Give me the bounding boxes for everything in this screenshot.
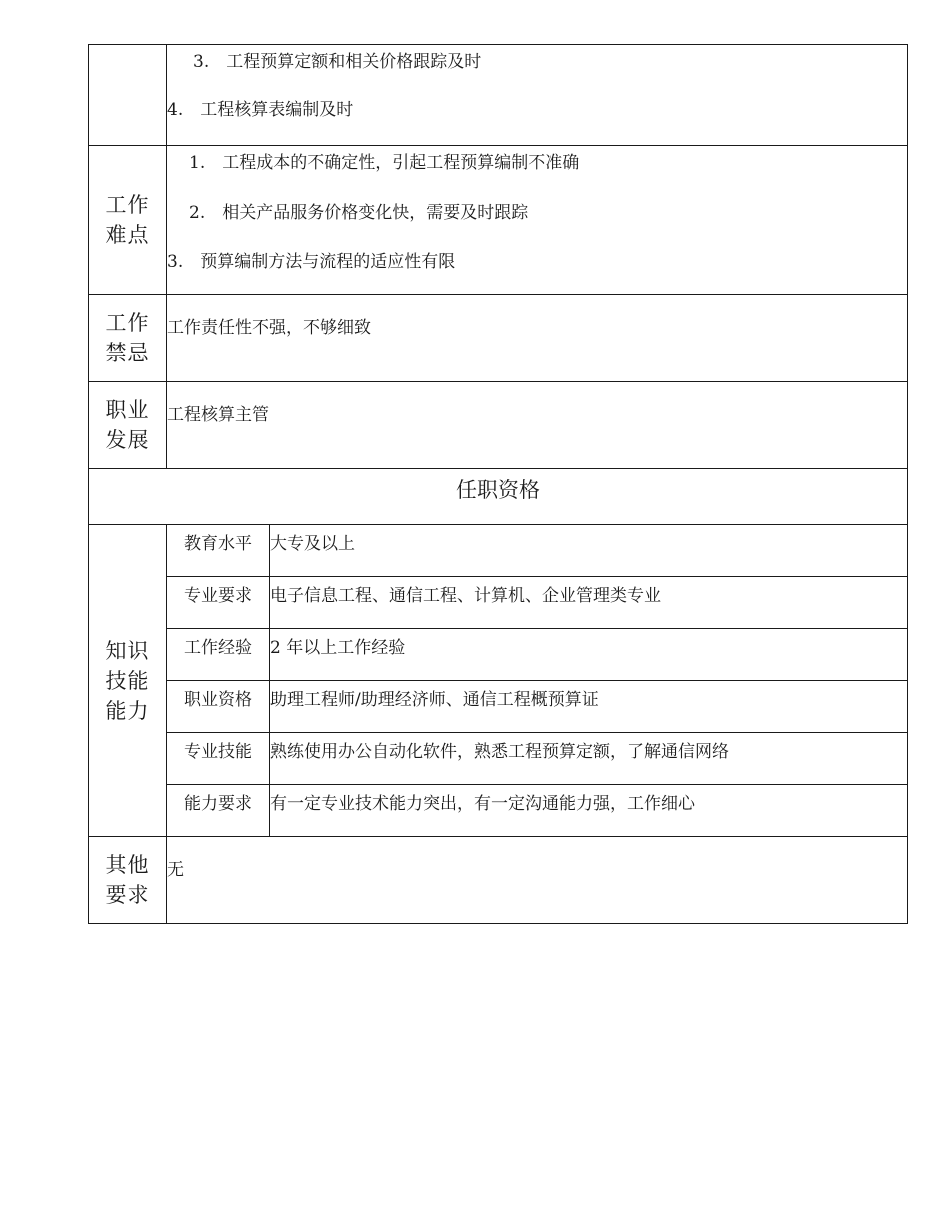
difficulties-label: 工作 难点: [89, 146, 167, 295]
certification-value: 助理工程师/助理经济师、通信工程概预算证: [270, 681, 908, 733]
experience-label: 工作经验: [167, 629, 270, 681]
certification-label: 职业资格: [167, 681, 270, 733]
standards-item: 3. 工程预算定额和相关价格跟踪及时: [193, 52, 482, 72]
taboos-label: 工作 禁忌: [89, 295, 167, 382]
job-description-page: [88, 44, 907, 924]
standards-items: [167, 45, 908, 146]
knowledge-row: [89, 785, 908, 837]
other-row: [89, 837, 908, 924]
knowledge-row: [89, 681, 908, 733]
difficulty-item: 2. 相关产品服务价格变化快，需要及时跟踪: [189, 203, 529, 223]
knowledge-row: [89, 629, 908, 681]
qualifications-heading-row: [89, 469, 908, 525]
knowledge-label: 知识 技能 能力: [89, 525, 167, 837]
difficulties-row: [89, 146, 908, 295]
skills-label: 专业技能: [167, 733, 270, 785]
education-label: 教育水平: [167, 525, 270, 577]
major-value: 电子信息工程、通信工程、计算机、企业管理类专业: [270, 577, 908, 629]
career-value: 工程核算主管: [167, 382, 908, 469]
other-label: 其他 要求: [89, 837, 167, 924]
skills-value: 熟练使用办公自动化软件，熟悉工程预算定额，了解通信网络: [270, 733, 908, 785]
standards-row: [89, 45, 908, 146]
other-value: 无: [167, 837, 908, 924]
major-label: 专业要求: [167, 577, 270, 629]
standards-item: 4. 工程核算表编制及时: [167, 100, 354, 120]
knowledge-row: [89, 577, 908, 629]
standards-label-cell: [89, 45, 167, 146]
ability-value: 有一定专业技术能力突出，有一定沟通能力强，工作细心: [270, 785, 908, 837]
education-value: 大专及以上: [270, 525, 908, 577]
taboos-row: [89, 295, 908, 382]
job-spec-table: [88, 44, 908, 924]
difficulty-item: 1. 工程成本的不确定性，引起工程预算编制不准确: [189, 153, 580, 173]
knowledge-row: [89, 525, 908, 577]
difficulties-items: [167, 146, 908, 295]
difficulty-item: 3. 预算编制方法与流程的适应性有限: [167, 252, 456, 272]
experience-value: 2 年以上工作经验: [270, 629, 908, 681]
career-row: [89, 382, 908, 469]
ability-label: 能力要求: [167, 785, 270, 837]
taboos-value: 工作责任性不强，不够细致: [167, 295, 908, 382]
qualifications-heading: 任职资格: [89, 469, 908, 525]
career-label: 职业 发展: [89, 382, 167, 469]
knowledge-row: [89, 733, 908, 785]
